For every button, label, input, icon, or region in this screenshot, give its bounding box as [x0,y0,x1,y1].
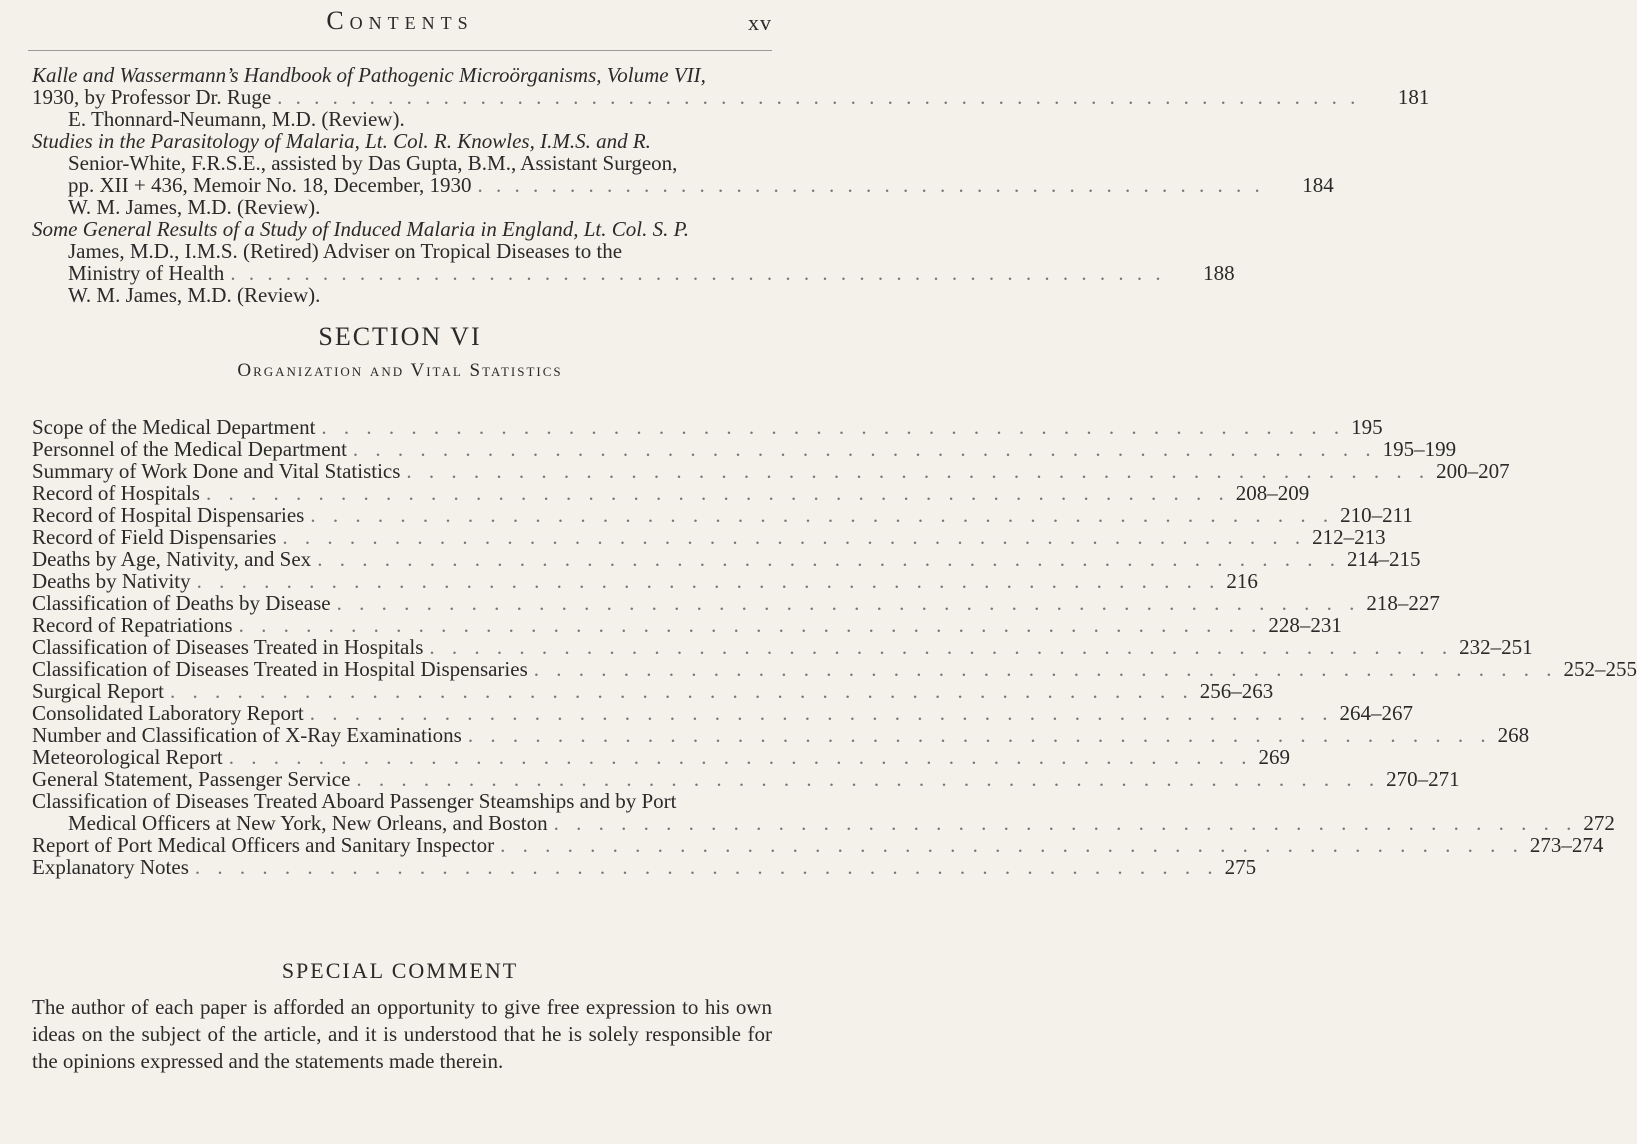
leader-dots: . . . . . . . . . . . . . . . . . . . . . . . . . . . . . . . . . . . . . . . . . . . . . . [282,525,1307,549]
toc-entry-pages: 256–263 [1199,679,1274,703]
page-number: xv [748,10,772,35]
toc-entry-label: Record of Repatriations [32,613,233,637]
running-head [28,0,772,51]
toc-entry [32,855,1257,879]
toc-entry-label: Personnel of the Medical Department [32,437,347,461]
toc-entry [32,657,1637,681]
toc-entry-label: Deaths by Age, Nativity, and Sex [32,547,312,571]
toc-entry [32,745,1290,769]
table-of-contents [32,415,1637,879]
toc-entry-pages: 200–207 [1436,459,1510,483]
toc-entry [32,525,1386,549]
leader-dots: . . . . . . . . . . . . . . . . . . . . . . . . . . . . . . . . . . . . . . . . . . . . . . [205,481,1230,505]
toc-entry-pages: 268 [1497,723,1530,747]
page-ref: 181 [1397,85,1430,109]
page-ref: 188 [1203,261,1235,285]
toc-entry-label: Surgical Report [32,679,165,703]
toc-entry [32,767,1460,791]
leader-dots: . . . . . . . . . . . . . . . . . . . . . . . . . . . . . . . . . . . . . . . . . . . [477,173,1264,197]
toc-entry-label: Meteorological Report [32,745,223,769]
reviewer: W. M. James, M.D. (Review). [68,283,321,307]
leader-dots: . . . . . . . . . . . . . . . . . . . . . . . . . . . . . . . . . . . . . . . . . . . . . . [310,503,1335,527]
toc-entry-label: Classification of Diseases Treated in Hospital Dispensaries [32,657,528,681]
special-comment-title: SPECIAL COMMENT [281,958,519,983]
review-title-line: 1930, by Professor Dr. Ruge [32,85,272,109]
leader-dots: . . . . . . . . . . . . . . . . . . . . . . . . . . . . . . . . . . . . . . . . . . . . . . [309,701,1334,725]
leader-dots: . . . . . . . . . . . . . . . . . . . . . . . . . . . . . . . . . . . . . . . . . . . . . . . . . . . [230,261,1165,285]
toc-entry-pages: 195–199 [1382,437,1457,461]
section-title: SECTION VI [318,322,482,351]
review-entry [32,63,1430,131]
toc-entry [32,459,1510,483]
leader-dots: . . . . . . . . . . . . . . . . . . . . . . . . . . . . . . . . . . . . . . . . . . . . . . . . . . . . . . . . . . . [277,85,1360,109]
toc-entry-pages: 264–267 [1339,701,1414,725]
toc-entry-label: Consolidated Laboratory Report [32,701,304,725]
review-title-line: Ministry of Health [68,261,225,285]
toc-entry-pages: 275 [1224,855,1257,879]
leader-dots: . . . . . . . . . . . . . . . . . . . . . . . . . . . . . . . . . . . . . . . . . . . . . . [356,767,1381,791]
leader-dots: . . . . . . . . . . . . . . . . . . . . . . . . . . . . . . . . . . . . . . . . . . . . . . [336,591,1361,615]
leader-dots: . . . . . . . . . . . . . . . . . . . . . . . . . . . . . . . . . . . . . . . . . . . . . . [467,723,1492,747]
toc-entry-pages: 216 [1226,569,1258,593]
toc-entry-pages: 208–209 [1235,481,1310,505]
toc-entry [32,481,1310,505]
toc-entry-pages: 218–227 [1366,591,1440,615]
leader-dots: . . . . . . . . . . . . . . . . . . . . . . . . . . . . . . . . . . . . . . . . . . . . . . [321,415,1346,439]
toc-entry-pages: 195 [1351,415,1383,439]
leader-dots: . . . . . . . . . . . . . . . . . . . . . . . . . . . . . . . . . . . . . . . . . . . . . . [533,657,1558,681]
toc-entry [32,569,1258,593]
toc-entry [32,811,1615,835]
toc-entry-pages: 272 [1583,811,1615,835]
reviewer: W. M. James, M.D. (Review). [68,195,321,219]
review-title-line: Some General Results of a Study of Induced Malaria in England, Lt. Col. S. P. [32,217,689,241]
toc-entry-label: Medical Officers at New York, New Orleans, and Boston [68,811,548,835]
running-title: Contents [326,6,474,35]
leader-dots: . . . . . . . . . . . . . . . . . . . . . . . . . . . . . . . . . . . . . . . . . . . . . . [238,613,1263,637]
toc-entry-label: Report of Port Medical Officers and Sanitary Inspector [32,833,495,857]
toc-entry-pages: 210–211 [1340,503,1413,527]
leader-dots: . . . . . . . . . . . . . . . . . . . . . . . . . . . . . . . . . . . . . . . . . . . . . . [500,833,1524,857]
leader-dots: . . . . . . . . . . . . . . . . . . . . . . . . . . . . . . . . . . . . . . . . . . . . . . [194,855,1219,879]
review-title-line: Studies in the Parasitology of Malaria, Lt. Col. R. Knowles, I.M.S. and R. [32,129,651,153]
toc-entry [32,635,1533,659]
toc-entry [32,613,1342,637]
toc-entry-label: Classification of Diseases Treated Aboard Passenger Steamships and by Port [32,789,677,813]
page-ref: 184 [1302,173,1334,197]
special-comment-body: The author of each paper is afforded an opportunity to give free expression to his own ideas on the subject of the article, and it is understood that he is solely responsible for the opinions expressed and the statements made therein. [32,995,772,1073]
toc-entry-label: Record of Field Dispensaries [32,525,277,549]
toc-entry-pages: 228–231 [1268,613,1342,637]
toc-entry [32,701,1414,725]
toc-entry [32,503,1413,527]
toc-entry-pages: 270–271 [1386,767,1460,791]
toc-entry-label: General Statement, Passenger Service [32,767,351,791]
toc-entry [32,415,1383,439]
toc-entry-label: Classification of Deaths by Disease [32,591,331,615]
toc-entry-pages: 212–213 [1312,525,1386,549]
review-title-line: Senior-White, F.R.S.E., assisted by Das Gupta, B.M., Assistant Surgeon, [68,151,678,175]
review-title-line: pp. XII + 436, Memoir No. 18, December, 1930 [68,173,472,197]
leader-dots: . . . . . . . . . . . . . . . . . . . . . . . . . . . . . . . . . . . . . . . . . . . . . . [553,811,1578,835]
reviewer: E. Thonnard-Neumann, M.D. (Review). [68,107,405,131]
leader-dots: . . . . . . . . . . . . . . . . . . . . . . . . . . . . . . . . . . . . . . . . . . . . . . [406,459,1431,483]
toc-entry [32,437,1457,461]
toc-entry [32,591,1440,615]
toc-entry-label: Classification of Diseases Treated in Hospitals [32,635,424,659]
toc-entry-label: Record of Hospitals [32,481,200,505]
toc-entry-pages: 214–215 [1346,547,1421,571]
leader-dots: . . . . . . . . . . . . . . . . . . . . . . . . . . . . . . . . . . . . . . . . . . . . . . [196,569,1221,593]
toc-entry-label: Explanatory Notes [32,855,189,879]
leader-dots: . . . . . . . . . . . . . . . . . . . . . . . . . . . . . . . . . . . . . . . . . . . . . . [317,547,1341,571]
toc-entry-pages: 273–274 [1529,833,1604,857]
toc-entry [32,547,1421,571]
toc-entry-pages: 269 [1258,745,1290,769]
toc-entry-pages: 232–251 [1459,635,1533,659]
toc-entry [32,790,770,812]
toc-entry [32,679,1274,703]
leader-dots: . . . . . . . . . . . . . . . . . . . . . . . . . . . . . . . . . . . . . . . . . . . . . . [429,635,1454,659]
toc-entry-label: Summary of Work Done and Vital Statistics [32,459,401,483]
section-subtitle: Organization and Vital Statistics [237,360,563,381]
leader-dots: . . . . . . . . . . . . . . . . . . . . . . . . . . . . . . . . . . . . . . . . . . . . . . [170,679,1194,703]
toc-entry-label: Record of Hospital Dispensaries [32,503,305,527]
review-entry [32,217,1235,307]
toc-entry [32,833,1604,857]
toc-entry-label: Deaths by Nativity [32,569,191,593]
leader-dots: . . . . . . . . . . . . . . . . . . . . . . . . . . . . . . . . . . . . . . . . . . . . . . [352,437,1377,461]
toc-entry-label: Scope of the Medical Department [32,415,316,439]
review-title-line: Kalle and Wassermann’s Handbook of Pathogenic Microörganisms, Volume VII, [32,63,706,87]
review-entry [32,129,1334,219]
toc-entry-label: Number and Classification of X-Ray Examinations [32,723,462,747]
review-title-line: James, M.D., I.M.S. (Retired) Adviser on Tropical Diseases to the [68,239,623,263]
leader-dots: . . . . . . . . . . . . . . . . . . . . . . . . . . . . . . . . . . . . . . . . . . . . . . [228,745,1253,769]
toc-entry [32,723,1530,747]
toc-entry-pages: 252–255 [1563,657,1637,681]
